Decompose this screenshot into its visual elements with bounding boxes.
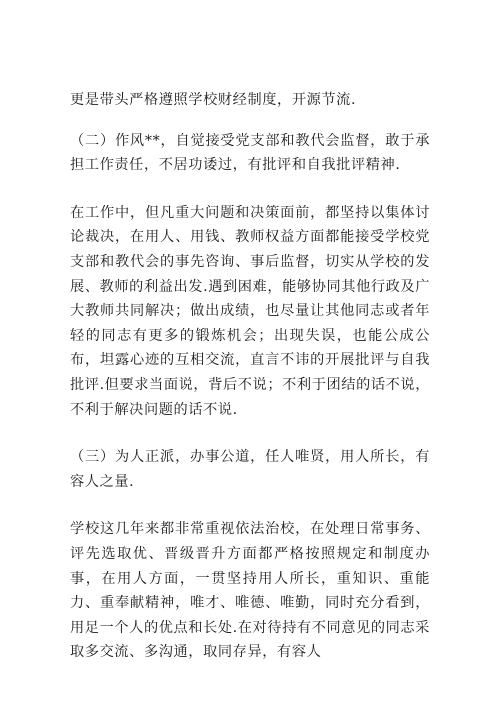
paragraph-rule-of-law: 学校这几年来都非常重视依法治校，在处理日常事务、评先选取优、晋级晋升方面都严格按照规定和制度办事，在用人方面，一贯坚持用人所长，重知识、重能力、重奉献精神，唯才、唯德、唯勤，同时充分看到，用足一个人的优点和长处.在对待持有不同意见的同志采取多交流、多沟通，取同存异，有容人 bbox=[70, 521, 431, 661]
paragraph-section-3-heading: （三）为人正派，办事公道，任人唯贤，用人所长，有容人之量. bbox=[70, 449, 430, 490]
paragraph-section-2-heading: （二）作风**，自觉接受党支部和教代会监督，敢于承担工作责任，不居功诿过，有批评和自我批评精神. bbox=[70, 132, 430, 174]
paragraph-collective-decisions: 在工作中，但凡重大问题和决策面前，都坚持以集体讨论裁决，在用人、用钱、教师权益方面都能接受学校党支部和教代会的事先咨询、事后监督，切实从学校的发展、教师的利益出发.遇到困难，能够协同其他行政及广大教师共同解决；做出成绩，也尽量让其他同志或者年轻的同志有更多的锻炼机会；出现失误，也能公成公布，坦露心迹的互相交流，直言不讳的开展批评与自我批评.但要求当面说，背后不说；不利于团结的话不说，不利于解决问题的话不说. bbox=[70, 204, 431, 418]
paragraph-budget-closing: 更是带头严格遵照学校财经制度，开源节流. bbox=[70, 92, 357, 108]
